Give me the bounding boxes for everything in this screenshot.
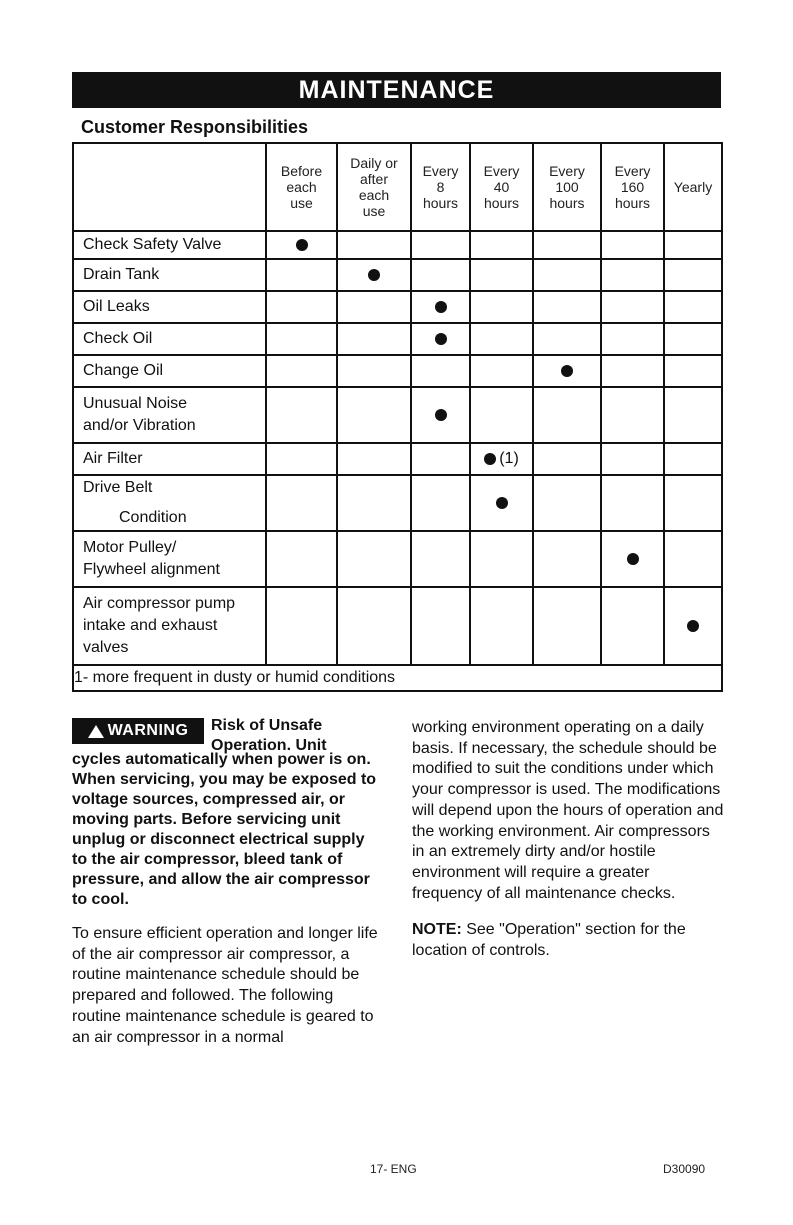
schedule-cell	[337, 443, 411, 475]
schedule-cell	[337, 259, 411, 291]
task-cell	[73, 387, 266, 443]
schedule-cell	[601, 231, 664, 259]
schedule-cell	[533, 531, 601, 587]
warning-triangle-icon	[88, 725, 104, 738]
task-label: Drain Tank	[83, 266, 160, 283]
left-column	[72, 718, 382, 1048]
schedule-cell	[266, 323, 337, 355]
schedule-cell	[664, 355, 722, 387]
header-col-5: Every 160 hours	[601, 143, 664, 231]
page-title: MAINTENANCE	[72, 72, 721, 108]
schedule-cell	[601, 323, 664, 355]
schedule-cell	[533, 291, 601, 323]
warning-title-line2: Operation. Unit	[211, 737, 327, 754]
task-sublabel: Condition	[119, 509, 187, 526]
schedule-cell	[601, 443, 664, 475]
bullet-icon	[627, 553, 639, 565]
schedule-cell	[411, 587, 470, 665]
schedule-cell	[411, 531, 470, 587]
table-row	[73, 387, 722, 443]
bullet-icon	[435, 333, 447, 345]
schedule-cell	[337, 387, 411, 443]
schedule-cell	[266, 587, 337, 665]
header-col-6: Yearly	[664, 143, 722, 231]
schedule-cell	[266, 531, 337, 587]
maintenance-schedule-table	[72, 142, 723, 692]
footnote-text: 1- more frequent in dusty or humid conditions	[73, 665, 722, 691]
schedule-cell	[337, 475, 411, 531]
note-label: NOTE:	[412, 921, 462, 939]
schedule-cell	[601, 355, 664, 387]
task-cell	[73, 475, 266, 531]
schedule-cell	[664, 475, 722, 531]
warning-title-line1: Risk of Unsafe	[211, 717, 323, 734]
schedule-cell	[664, 587, 722, 665]
schedule-cell	[601, 587, 664, 665]
task-cell	[73, 323, 266, 355]
section-title: Customer Responsibilities	[81, 117, 309, 137]
schedule-cell	[470, 387, 533, 443]
table-row	[73, 587, 722, 665]
header-col-2: Every 8 hours	[411, 143, 470, 231]
warning-body: cycles automatically when power is on. When servicing, you may be exposed to voltage sources, compressed air, or moving parts. Before servicing unit unplug or disconnect electrical supply to the air compressor, bleed tank of pressure, and allow the air compressor to cool.	[72, 751, 377, 908]
page-number: 17- ENG	[370, 1162, 417, 1176]
task-cell	[73, 531, 266, 587]
header-col-4: Every 100 hours	[533, 143, 601, 231]
schedule-cell	[533, 323, 601, 355]
task-cell	[73, 231, 266, 259]
note-text: See "Operation" section for the location of controls.	[412, 921, 686, 960]
warning-badge-label: WARNING	[107, 722, 189, 739]
schedule-cell	[337, 355, 411, 387]
schedule-cell	[337, 231, 411, 259]
table-row	[73, 475, 722, 531]
table-row	[73, 531, 722, 587]
schedule-cell	[411, 323, 470, 355]
schedule-cell	[664, 323, 722, 355]
bullet-icon	[296, 239, 308, 251]
schedule-cell	[411, 291, 470, 323]
schedule-cell	[411, 475, 470, 531]
table-row	[73, 323, 722, 355]
intro-paragraph: To ensure efficient operation and longer life of the air compressor air compressor, a routine maintenance schedule should be prepared and followed. The following routine maintenance schedule is geared to an air compressor in a normal	[72, 925, 378, 1046]
task-label: Air compressor pump intake and exhaust valves	[83, 595, 236, 656]
schedule-cell	[533, 231, 601, 259]
schedule-cell	[470, 531, 533, 587]
schedule-cell	[664, 443, 722, 475]
task-cell	[73, 355, 266, 387]
schedule-cell	[601, 291, 664, 323]
schedule-cell	[601, 259, 664, 291]
schedule-cell	[411, 443, 470, 475]
header-col-0: Before each use	[266, 143, 337, 231]
schedule-cell	[533, 387, 601, 443]
note-paragraph	[412, 920, 724, 961]
warning-title	[211, 716, 327, 756]
schedule-cell	[533, 443, 601, 475]
bullet-icon	[687, 620, 699, 632]
schedule-cell	[470, 323, 533, 355]
schedule-cell	[533, 259, 601, 291]
task-label: Check Safety Valve	[83, 236, 222, 253]
bullet-icon	[484, 453, 496, 465]
task-label: Unusual Noise and/or Vibration	[83, 395, 196, 434]
schedule-cell	[337, 531, 411, 587]
schedule-cell	[470, 231, 533, 259]
schedule-cell	[470, 443, 533, 475]
table-row	[73, 291, 722, 323]
header-col-3: Every 40 hours	[470, 143, 533, 231]
schedule-cell	[601, 387, 664, 443]
schedule-cell	[266, 355, 337, 387]
schedule-cell	[337, 291, 411, 323]
schedule-cell	[266, 387, 337, 443]
schedule-cell	[664, 531, 722, 587]
header-task	[73, 143, 266, 231]
warning-badge	[72, 718, 204, 744]
schedule-cell	[411, 231, 470, 259]
bullet-icon	[435, 301, 447, 313]
schedule-cell	[664, 387, 722, 443]
table-row	[73, 259, 722, 291]
table-footnote-row	[73, 665, 722, 691]
schedule-cell	[470, 475, 533, 531]
table-header-row	[73, 143, 722, 231]
schedule-cell	[533, 587, 601, 665]
warning-block	[72, 718, 382, 910]
schedule-cell	[533, 355, 601, 387]
table-row	[73, 231, 722, 259]
task-label: Oil Leaks	[83, 298, 150, 315]
task-cell	[73, 291, 266, 323]
bullet-icon	[435, 409, 447, 421]
task-cell	[73, 587, 266, 665]
task-cell	[73, 443, 266, 475]
task-label: Drive Belt	[83, 479, 153, 496]
environment-paragraph: working environment operating on a daily basis. If necessary, the schedule should be modified to suit the conditions under which your compressor is used. The modifications will depend upon the hours of operation and the working environment. Air compressors in an extremely dirty and/or hostile environment will require a greater frequency of all maintenance checks.	[412, 719, 724, 902]
task-cell	[73, 259, 266, 291]
schedule-cell	[664, 231, 722, 259]
task-label: Check Oil	[83, 330, 153, 347]
bullet-icon	[561, 365, 573, 377]
schedule-cell	[470, 355, 533, 387]
schedule-cell	[411, 355, 470, 387]
header-col-1: Daily or after each use	[337, 143, 411, 231]
schedule-cell	[664, 259, 722, 291]
schedule-cell	[470, 291, 533, 323]
bullet-icon	[368, 269, 380, 281]
schedule-cell	[470, 259, 533, 291]
schedule-cell	[664, 291, 722, 323]
schedule-cell	[411, 259, 470, 291]
schedule-cell	[266, 259, 337, 291]
bullet-icon	[496, 497, 508, 509]
schedule-cell	[337, 587, 411, 665]
footnote-ref: (1)	[499, 450, 519, 467]
right-column	[412, 718, 724, 962]
task-label: Air Filter	[83, 450, 143, 467]
schedule-cell	[266, 231, 337, 259]
schedule-cell	[601, 531, 664, 587]
task-label: Change Oil	[83, 362, 164, 379]
document-code: D30090	[663, 1162, 706, 1176]
schedule-cell	[266, 475, 337, 531]
schedule-cell	[411, 387, 470, 443]
schedule-cell	[470, 587, 533, 665]
table-row	[73, 443, 722, 475]
schedule-cell	[266, 291, 337, 323]
schedule-cell	[533, 475, 601, 531]
table-row	[73, 355, 722, 387]
schedule-cell	[601, 475, 664, 531]
task-label: Motor Pulley/ Flywheel alignment	[83, 539, 220, 578]
schedule-cell	[266, 443, 337, 475]
schedule-cell	[337, 323, 411, 355]
